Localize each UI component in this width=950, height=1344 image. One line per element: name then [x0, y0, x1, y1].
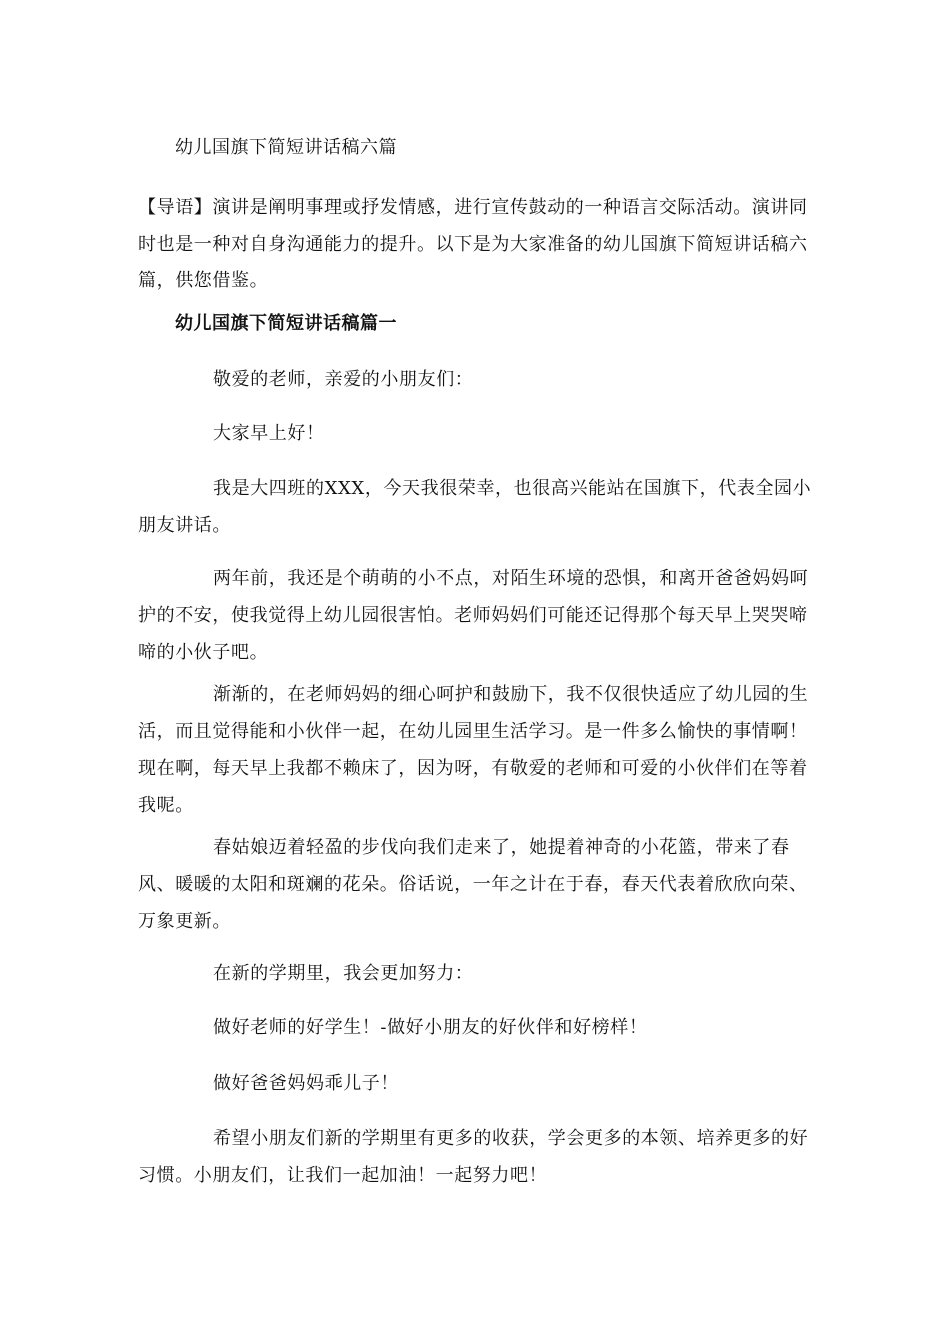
paragraph-good-morning: 大家早上好！: [213, 423, 325, 444]
paragraph-closing: 希望小朋友们新的学期里有更多的收获，学会更多的本领、培养更多的好习惯。小朋友们，让我们一起加油！一起努力吧！: [138, 1128, 809, 1186]
paragraph-two-years-ago: 两年前，我还是个萌萌的小不点，对陌生环境的恐惧，和离开爸爸妈妈呵护的不安，使我觉得上幼儿园很害怕。老师妈妈们可能还记得那个每天早上哭哭啼啼的小伙子吧。: [138, 568, 809, 663]
paragraph-good-son: 做好爸爸妈妈乖儿子！: [213, 1073, 399, 1094]
paragraph-new-semester: 在新的学期里，我会更加努力：: [213, 963, 474, 984]
paragraph-spring: 春姑娘迈着轻盈的步伐向我们走来了，她提着神奇的小花篮，带来了春风、暖暖的太阳和斑斓的花朵。俗话说，一年之计在于春，春天代表着欣欣向荣、万象更新。: [138, 837, 808, 932]
paragraph-greeting: 敬爱的老师，亲爱的小朋友们：: [213, 369, 474, 390]
document-title: 幼儿国旗下简短讲话稿六篇: [175, 137, 397, 158]
paragraph-intro: 我是大四班的XXX，今天我很荣幸，也很高兴能站在国旗下，代表全园小朋友讲话。: [138, 478, 812, 536]
section-title: 幼儿国旗下简短讲话稿篇一: [175, 313, 397, 334]
paragraph-good-student: 做好老师的好学生！-做好小朋友的好伙伴和好榜样！: [213, 1017, 648, 1038]
lead-paragraph: 【导语】演讲是阐明事理或抒发情感，进行宣传鼓动的一种语言交际活动。演讲同时也是一种对自身沟通能力的提升。以下是为大家准备的幼儿国旗下简短讲话稿六篇，供您借鉴。: [138, 197, 808, 291]
paragraph-gradually: 渐渐的，在老师妈妈的细心呵护和鼓励下，我不仅很快适应了幼儿园的生活，而且觉得能和小伙伴一起，在幼儿园里生活学习。是一件多么愉快的事情啊！现在啊，每天早上我都不赖床了，因为呀，有敬爱的老师和可爱的小伙伴们在等着我呢。: [138, 684, 809, 816]
